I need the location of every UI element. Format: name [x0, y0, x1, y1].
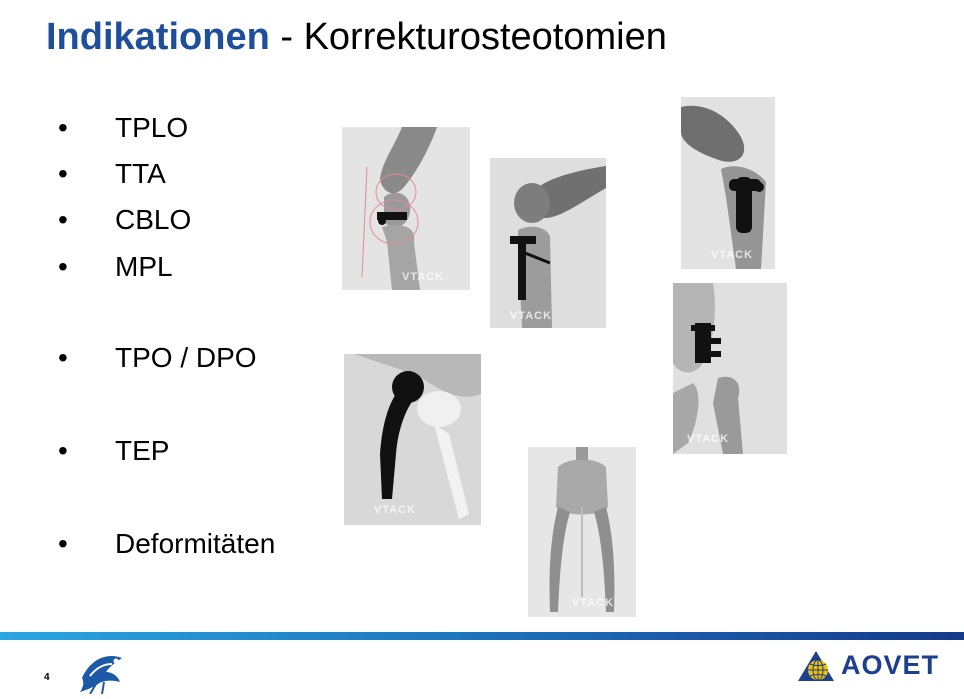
- list-item-label: Deformitäten: [115, 528, 276, 559]
- bullet-dot: •: [58, 528, 68, 559]
- bullet-dot: •: [58, 112, 68, 143]
- image-watermark: VTACK: [402, 271, 445, 283]
- xray-image-cblo-knee: [681, 97, 775, 269]
- image-watermark: VTACK: [687, 433, 730, 445]
- list-item: [58, 342, 257, 374]
- list-item: [58, 158, 166, 190]
- title-rest: - Korrekturosteotomien: [269, 16, 667, 58]
- list-item: [58, 204, 191, 236]
- brand-name: AOVET: [841, 650, 940, 680]
- xray-image-tpo-pelvis: [673, 283, 787, 454]
- list-item: [58, 251, 173, 283]
- xray-image-tta-stifle: [490, 158, 606, 328]
- image-watermark: VTACK: [374, 504, 417, 516]
- bullet-dot: •: [58, 342, 68, 373]
- page-number: 4: [44, 672, 50, 683]
- xray-image-tplo-knee: [342, 127, 470, 290]
- list-item-label: TTA: [115, 158, 166, 189]
- xray-image-tep-hip: [344, 354, 481, 525]
- image-watermark: VTACK: [572, 597, 615, 609]
- image-watermark: VTACK: [711, 249, 754, 261]
- dog-jumping-logo-icon: [76, 648, 128, 694]
- list-item: [58, 435, 169, 467]
- bullet-dot: •: [58, 158, 68, 189]
- aovet-globe-logo-icon: [796, 649, 836, 683]
- indication-list: [0, 0, 340, 600]
- image-watermark: VTACK: [510, 310, 553, 322]
- bullet-dot: •: [58, 204, 68, 235]
- list-item-label: CBLO: [115, 204, 192, 235]
- list-item-label: MPL: [115, 251, 173, 282]
- bullet-dot: •: [58, 435, 68, 466]
- list-item-label: TEP: [115, 435, 170, 466]
- title-accent: Indikationen: [46, 16, 270, 58]
- list-item-label: TPLO: [115, 112, 189, 143]
- aovet-logo: [796, 649, 940, 683]
- list-item: [58, 112, 188, 144]
- list-item-label: TPO / DPO: [115, 342, 257, 373]
- list-item: [58, 528, 275, 560]
- bullet-dot: •: [58, 251, 68, 282]
- xray-image-deformity-limbs: [528, 447, 636, 617]
- footer-bar: [0, 632, 964, 640]
